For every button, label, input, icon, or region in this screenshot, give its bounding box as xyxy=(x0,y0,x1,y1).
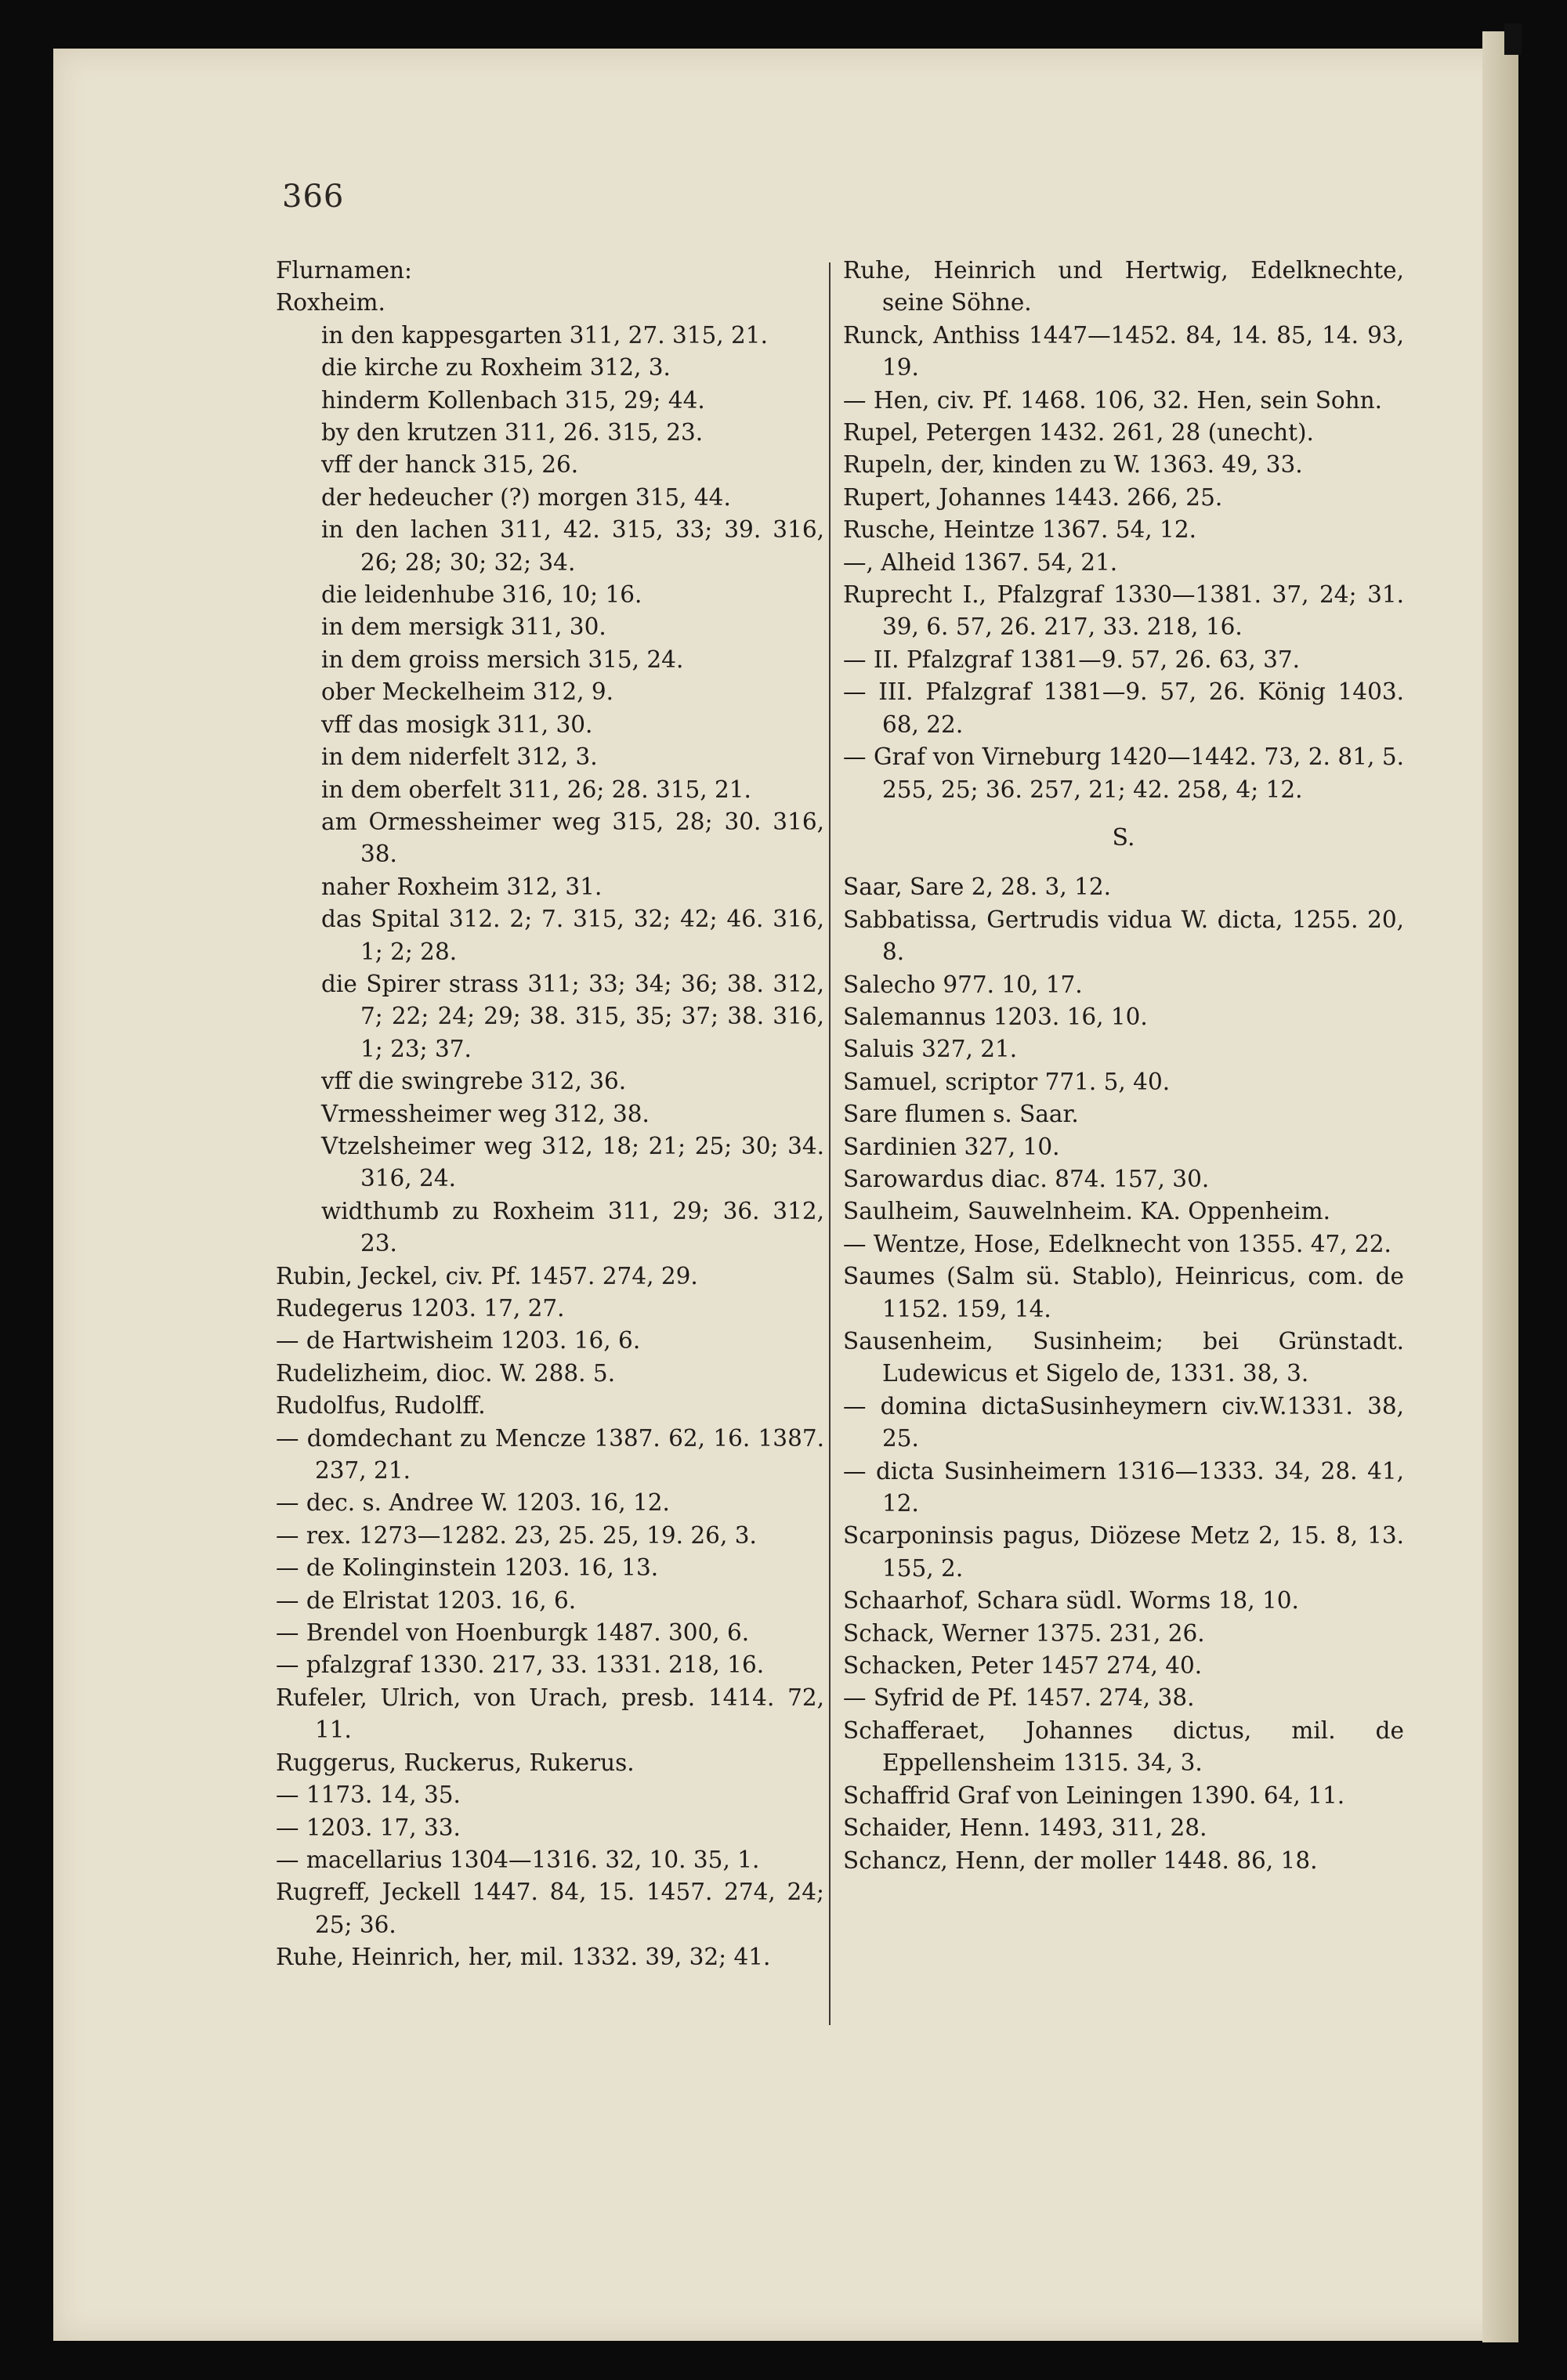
index-entry: Scarponinsis pagus, Diözese Metz 2, 15. 8, 13. 155, 2. xyxy=(843,1522,1404,1582)
field-name-entry: vff die swingrebe 312, 36. xyxy=(321,1068,627,1095)
page-edge xyxy=(1482,31,1518,2342)
index-entry: — rex. 1273—1282. 23, 25. 25, 19. 26, 3. xyxy=(276,1521,757,1549)
index-entry: Schacken, Peter 1457 274, 40. xyxy=(843,1652,1203,1680)
field-name-entry: hinderm Kollenbach 315, 29; 44. xyxy=(321,386,705,414)
index-entry: — Syfrid de Pf. 1457. 274, 38. xyxy=(843,1684,1195,1712)
index-entry: Schack, Werner 1375. 231, 26. xyxy=(843,1619,1205,1647)
index-entry: Ruhe, Heinrich, her, mil. 1332. 39, 32; 41. xyxy=(276,1944,771,1971)
index-entry: Saluis 327, 21. xyxy=(843,1036,1018,1063)
index-entry: — 1203. 17, 33. xyxy=(276,1814,461,1841)
index-entry: — II. Pfalzgraf 1381—9. 57, 26. 63, 37. xyxy=(843,646,1301,673)
index-entry: Saulheim, Sauwelnheim. KA. Oppenheim. xyxy=(843,1198,1330,1225)
index-entry: — Brendel von Hoenburgk 1487. 300, 6. xyxy=(276,1619,750,1647)
index-entry: Schancz, Henn, der moller 1448. 86, 18. xyxy=(843,1846,1318,1874)
index-entry: — Hen, civ. Pf. 1468. 106, 32. Hen, sein Sohn. xyxy=(843,386,1383,414)
index-entry: Salecho 977. 10, 17. xyxy=(843,971,1083,998)
index-entry-list-s xyxy=(843,871,1404,1877)
index-entry: — 1173. 14, 35. xyxy=(276,1781,461,1809)
index-entry: — de Elristat 1203. 16, 6. xyxy=(276,1586,577,1614)
field-name-entry: Vrmessheimer weg 312, 38. xyxy=(321,1100,650,1127)
field-name-entry: das Spital 312. 2; 7. 315, 32; 42; 46. 316, 1; 2; 28. xyxy=(321,906,824,965)
index-entry: — de Kolinginstein 1203. 16, 13. xyxy=(276,1554,659,1582)
index-entry: Samuel, scriptor 771. 5, 40. xyxy=(843,1068,1171,1095)
index-entry-list xyxy=(276,1261,824,1974)
field-name-entry: in dem niderfelt 312, 3. xyxy=(321,743,598,771)
index-entry: — domdechant zu Mencze 1387. 62, 16. 1387. 237, 21. xyxy=(276,1424,824,1485)
index-entry: Schafferaet, Johannes dictus, mil. de Eppellensheim 1315. 34, 3. xyxy=(843,1716,1404,1777)
field-name-entry: am Ormessheimer weg 315, 28; 30. 316, 38. xyxy=(321,808,824,868)
field-name-entry: in den kappesgarten 311, 27. 315, 21. xyxy=(321,321,768,349)
index-entry: Rupert, Johannes 1443. 266, 25. xyxy=(843,483,1223,511)
index-entry: — Graf von Virneburg 1420—1442. 73, 2. 81, 5. 255, 25; 36. 257, 21; 42. 258, 4; 12. xyxy=(843,743,1404,803)
index-entry: Schaider, Henn. 1493, 311, 28. xyxy=(843,1814,1207,1842)
field-name-entry: naher Roxheim 312, 31. xyxy=(321,873,603,900)
field-name-entry: die leidenhube 316, 10; 16. xyxy=(321,581,642,609)
index-entry: Ruprecht I., Pfalzgraf 1330—1381. 37, 24; 31. 39, 6. 57, 26. 217, 33. 218, 16. xyxy=(843,581,1404,641)
index-entry: — Wentze, Hose, Edelknecht von 1355. 47, 22. xyxy=(843,1230,1391,1257)
index-place: Roxheim. xyxy=(276,289,385,316)
field-name-entry: vff der hanck 315, 26. xyxy=(321,451,579,479)
field-name-entry: Vtzelsheimer weg 312, 18; 21; 25; 30; 34. 316, 24. xyxy=(321,1132,824,1192)
index-entry: —, Alheid 1367. 54, 21. xyxy=(843,548,1118,576)
section-letter: S. xyxy=(1112,823,1135,852)
index-entry: Sarowardus diac. 874. 157, 30. xyxy=(843,1165,1210,1192)
index-entry: Schaarhof, Schara südl. Worms 18, 10. xyxy=(843,1587,1299,1615)
index-entry: — dec. s. Andree W. 1203. 16, 12. xyxy=(276,1489,670,1517)
index-entry: Rudegerus 1203. 17, 27. xyxy=(276,1295,565,1322)
page-number: 366 xyxy=(282,179,345,215)
column-divider xyxy=(829,262,831,2025)
index-entry: — III. Pfalzgraf 1381—9. 57, 26. König 1403. 68, 22. xyxy=(843,678,1404,738)
index-entry: Rupeln, der, kinden zu W. 1363. 49, 33. xyxy=(843,451,1303,479)
field-name-entry: vff das mosigk 311, 30. xyxy=(321,711,593,738)
field-name-entry: die kirche zu Roxheim 312, 3. xyxy=(321,354,671,382)
field-name-entry: by den krutzen 311, 26. 315, 23. xyxy=(321,419,704,447)
field-name-entry: in dem oberfelt 311, 26; 28. 315, 21. xyxy=(321,776,751,803)
binding-shadow xyxy=(1504,24,1522,55)
field-name-entry: der hedeucher (?) morgen 315, 44. xyxy=(321,483,731,511)
index-entry: Rudolfus, Rudolff. xyxy=(276,1392,486,1420)
index-entry: Sare flumen s. Saar. xyxy=(843,1101,1079,1128)
index-entry: Rufeler, Ulrich, von Urach, presb. 1414. 72, 11. xyxy=(276,1684,824,1744)
index-entry: — macellarius 1304—1316. 32, 10. 35, 1. xyxy=(276,1846,760,1873)
index-entry: Rusche, Heintze 1367. 54, 12. xyxy=(843,516,1196,544)
field-name-entry: in dem groiss mersich 315, 24. xyxy=(321,646,684,673)
field-name-entry: in den lachen 311, 42. 315, 33; 39. 316, 26; 28; 30; 32; 34. xyxy=(321,516,824,576)
right-column xyxy=(843,255,1404,1877)
index-entry: Runck, Anthiss 1447—1452. 84, 14. 85, 14. 93, 19. xyxy=(843,321,1404,382)
index-entry: Sabbatissa, Gertrudis vidua W. dicta, 1255. 20, 8. xyxy=(843,906,1404,966)
left-column xyxy=(276,255,824,1974)
field-name-list xyxy=(276,320,824,1261)
index-entry: Sausenheim, Susinheim; bei Grünstadt. Ludewicus et Sigelo de, 1331. 38, 3. xyxy=(843,1328,1404,1387)
index-entry: Salemannus 1203. 16, 10. xyxy=(843,1003,1148,1030)
index-entry: Rudelizheim, dioc. W. 288. 5. xyxy=(276,1359,616,1387)
index-entry: Ruhe, Heinrich und Hertwig, Edelknechte, seine Söhne. xyxy=(843,257,1404,316)
index-entry: — de Hartwisheim 1203. 16, 6. xyxy=(276,1327,641,1355)
field-name-entry: die Spirer strass 311; 33; 34; 36; 38. 312, 7; 22; 24; 29; 38. 315, 35; 37; 38. 316, 1; 23; 37. xyxy=(321,970,824,1062)
index-entry: Saumes (Salm sü. Stablo), Heinricus, com. de 1152. 159, 14. xyxy=(843,1263,1404,1322)
index-entry: Schaffrid Graf von Leiningen 1390. 64, 11. xyxy=(843,1781,1345,1809)
field-name-entry: widthumb zu Roxheim 311, 29; 36. 312, 23. xyxy=(321,1197,824,1257)
index-entry: Rupel, Petergen 1432. 261, 28 (unecht). xyxy=(843,419,1314,447)
index-entry: — domina dictaSusinheymern civ.W.1331. 38, 25. xyxy=(843,1392,1404,1452)
field-name-entry: ober Meckelheim 312, 9. xyxy=(321,678,613,706)
index-entry: Ruggerus, Ruckerus, Rukerus. xyxy=(276,1749,635,1776)
index-entry-list-r xyxy=(843,255,1404,806)
index-entry: Saar, Sare 2, 28. 3, 12. xyxy=(843,874,1111,901)
field-name-entry: in dem mersigk 311, 30. xyxy=(321,613,606,641)
index-entry: — dicta Susinheimern 1316—1333. 34, 28. 41, 12. xyxy=(843,1457,1404,1517)
index-entry: Sardinien 327, 10. xyxy=(843,1133,1060,1160)
index-heading: Flurnamen: xyxy=(276,257,412,284)
index-entry: Rugreff, Jeckell 1447. 84, 15. 1457. 274, 24; 25; 36. xyxy=(276,1879,824,1938)
index-entry: Rubin, Jeckel, civ. Pf. 1457. 274, 29. xyxy=(276,1262,698,1289)
index-entry: — pfalzgraf 1330. 217, 33. 1331. 218, 16. xyxy=(276,1651,765,1679)
